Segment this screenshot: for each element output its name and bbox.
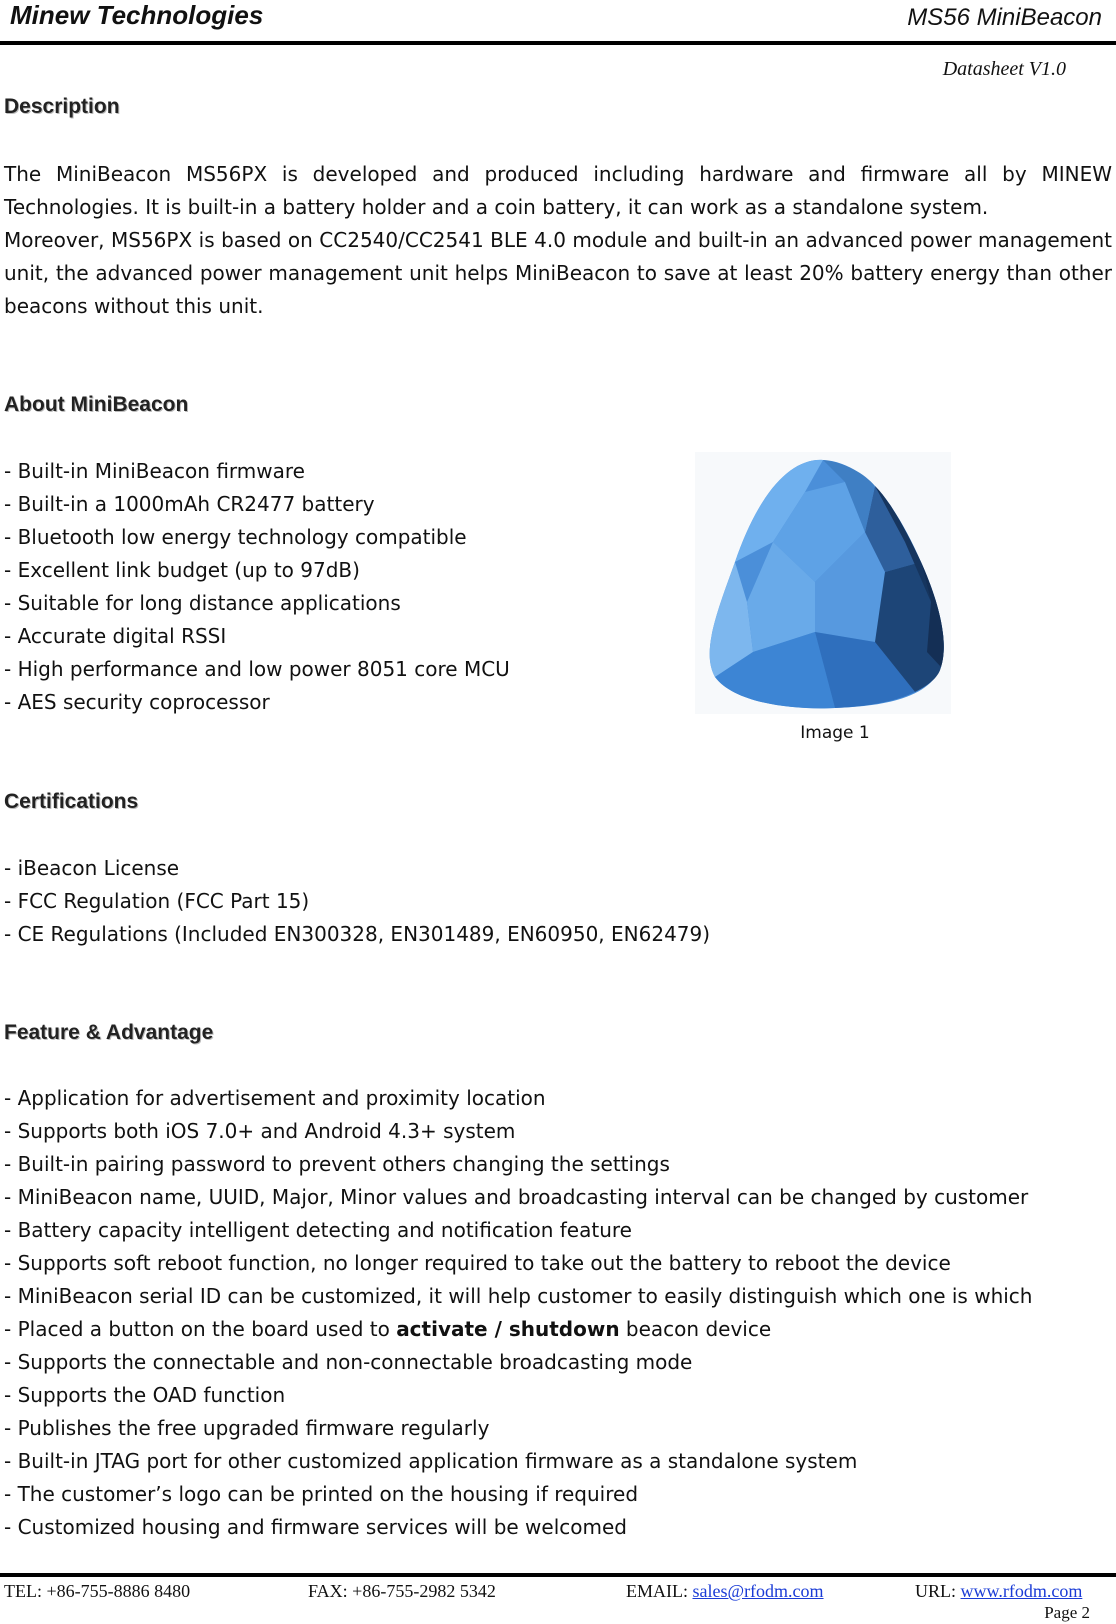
list-item: - iBeacon License: [4, 856, 180, 880]
list-item: - Accurate digital RSSI: [4, 624, 227, 648]
list-item: - Excellent link budget (up to 97dB): [4, 558, 360, 582]
footer-divider: [0, 1573, 1116, 1577]
header-divider: [0, 41, 1116, 45]
description-paragraph-2: Moreover, MS56PX is based on CC2540/CC2541 BLE 4.0 module and built-in an advanced power management unit, the advanced power management unit helps MiniBeacon to save at least 20% battery energy than other beacons without this unit.: [4, 228, 1112, 318]
email-link[interactable]: sales@rfodm.com: [692, 1581, 824, 1601]
certifications-heading: Certifications: [4, 790, 139, 813]
minibeacon-image: [695, 452, 951, 714]
list-item: - MiniBeacon serial ID can be customized, it will help customer to easily distinguish which one is which: [4, 1284, 1033, 1308]
list-item: - Supports the connectable and non-connectable broadcasting mode: [4, 1350, 693, 1374]
list-item: - Application for advertisement and proximity location: [4, 1086, 546, 1110]
description-text: [4, 158, 1112, 323]
button-item-suffix: beacon device: [619, 1317, 772, 1341]
list-item: - Supports the OAD function: [4, 1383, 286, 1407]
list-item-activate-shutdown: [4, 1313, 1032, 1346]
list-item: - Built-in MiniBeacon firmware: [4, 459, 305, 483]
company-name: Minew Technologies: [10, 0, 264, 30]
button-item-bold: activate / shutdown: [396, 1317, 620, 1341]
footer-url-label: URL:: [915, 1581, 961, 1601]
list-item: - Built-in a 1000mAh CR2477 battery: [4, 492, 375, 516]
footer-fax: FAX: +86-755-2982 5342: [308, 1581, 496, 1601]
list-item: - Suitable for long distance applications: [4, 591, 401, 615]
list-item: - High performance and low power 8051 core MCU: [4, 657, 510, 681]
list-item: - The customer’s logo can be printed on the housing if required: [4, 1482, 639, 1506]
footer-email-label: EMAIL:: [626, 1581, 693, 1601]
about-list: [4, 455, 510, 719]
certifications-list: [4, 852, 710, 951]
product-name: MS56 MiniBeacon: [907, 4, 1102, 31]
image-caption: Image 1: [800, 723, 870, 743]
footer-url: [915, 1581, 1082, 1602]
description-paragraph-1: The MiniBeacon MS56PX is developed and produced including hardware and firmware all by MINEW Technologies. It is built-in a battery holder and a coin battery, it can work as a standalone system.: [4, 162, 1112, 219]
list-item: - Battery capacity intelligent detecting and notification feature: [4, 1218, 632, 1242]
website-link[interactable]: www.rfodm.com: [960, 1581, 1083, 1601]
list-item: - Customized housing and firmware services will be welcomed: [4, 1515, 627, 1539]
list-item: - CE Regulations (Included EN300328, EN301489, EN60950, EN62479): [4, 922, 711, 946]
datasheet-version: Datasheet V1.0: [942, 58, 1066, 80]
list-item: - Built-in pairing password to prevent others changing the settings: [4, 1152, 670, 1176]
list-item: - MiniBeacon name, UUID, Major, Minor values and broadcasting interval can be changed by customer: [4, 1185, 1029, 1209]
list-item: - Publishes the free upgraded firmware regularly: [4, 1416, 490, 1440]
footer-tel: TEL: +86-755-8886 8480: [4, 1581, 191, 1601]
list-item: - Built-in JTAG port for other customized application firmware as a standalone system: [4, 1449, 858, 1473]
features-list: [4, 1082, 1032, 1544]
footer-email: [626, 1581, 824, 1602]
list-item: - Bluetooth low energy technology compatible: [4, 525, 467, 549]
button-item-prefix: - Placed a button on the board used to: [4, 1317, 397, 1341]
list-item: - FCC Regulation (FCC Part 15): [4, 889, 310, 913]
list-item: - AES security coprocessor: [4, 690, 270, 714]
list-item: - Supports both iOS 7.0+ and Android 4.3+ system: [4, 1119, 516, 1143]
minibeacon-illustration: [695, 452, 951, 714]
page-number: Page 2: [1044, 1603, 1090, 1622]
features-heading: Feature & Advantage: [4, 1021, 214, 1044]
list-item: - Supports soft reboot function, no longer required to take out the battery to reboot the device: [4, 1251, 951, 1275]
about-heading: About MiniBeacon: [4, 393, 189, 416]
description-heading: Description: [4, 95, 120, 118]
